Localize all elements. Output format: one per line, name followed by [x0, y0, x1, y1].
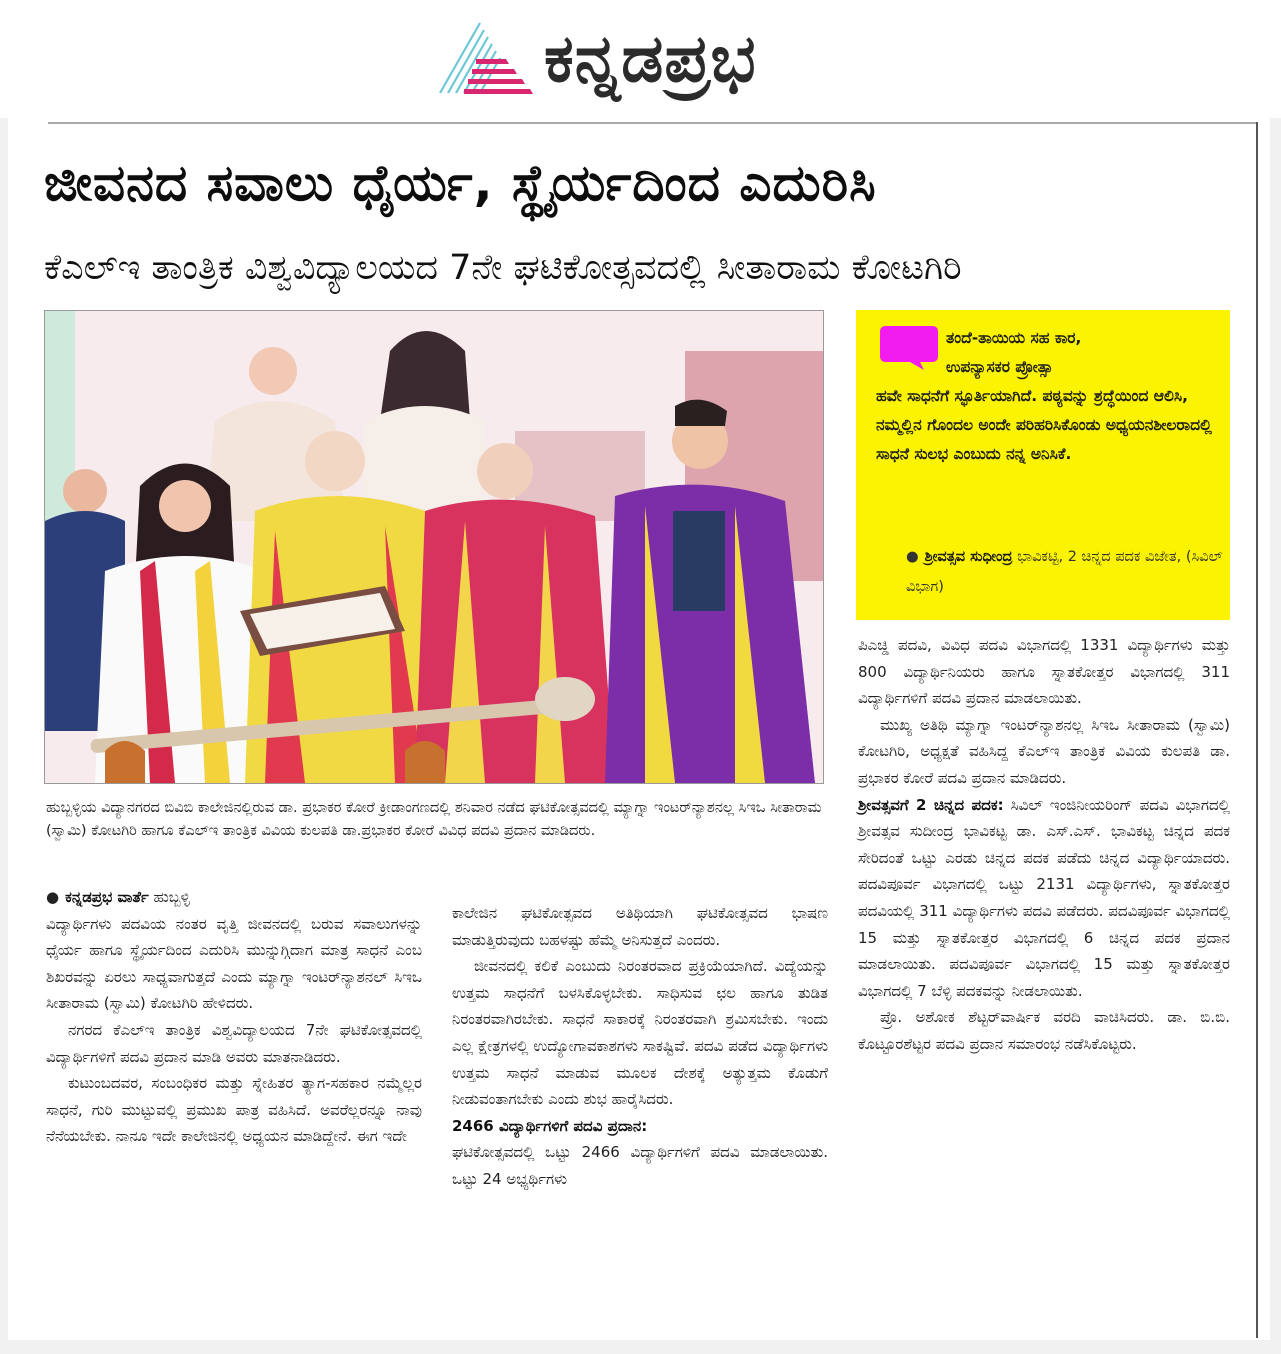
photo-illustration [45, 311, 823, 783]
article-column-1 [46, 884, 422, 1150]
pull-quote-box [856, 310, 1230, 620]
bullet-icon: ● [46, 888, 60, 906]
newspaper-logo [436, 14, 757, 104]
convocation-photo [44, 310, 824, 784]
section-subhead: 2466 ವಿದ್ಯಾರ್ಥಿಗಳಿಗೆ ಪದವಿ ಪ್ರದಾನ: [452, 1116, 648, 1135]
paragraph: ಕಾಲೇಜಿನ ಘಟಿಕೋತ್ಸವದ ಅತಿಥಿಯಾಗಿ ಘಟಿಕೋತ್ಸವದ ಭಾಷಣ ಮಾಡುತ್ತಿರುವುದು ಬಹಳಷ್ಟು ಹೆಮ್ಮೆ ಅನಿಸುತ್ತದೆ ಎಂದರು. [452, 904, 828, 949]
paragraph: ಪಿಎಚ್ಡಿ ಪದವಿ, ವಿವಿಧ ಪದವಿ ವಿಭಾಗದಲ್ಲಿ 1331 ವಿದ್ಯಾರ್ಥಿಗಳು ಮತ್ತು 800 ವಿದ್ಯಾರ್ಥಿನಿಯರು ಹಾಗೂ ಸ್ನಾತಕೋತ್ತರ ವಿಭಾಗದಲ್ಲಿ 311 ವಿದ್ಯಾರ್ಥಿಗಳಿಗೆ ಪದವಿ ಪ್ರದಾನ ಮಾಡಲಾಯಿತು. [858, 636, 1230, 708]
quote-author-name: ಶ್ರೀವತ್ಸವ ಸುಧೀಂದ್ರ [924, 549, 1013, 565]
pull-quote-text [876, 324, 1216, 469]
paragraph: ಮುಖ್ಯ ಅತಿಥಿ ಮ್ಯಾಗ್ನಾ ಇಂಟರ್‌ನ್ಯಾಶನಲ್ಲ ಸಿಇಒ ಸೀತಾರಾಮ (ಸ್ವಾಮಿ) ಕೋಟಗಿರಿ, ಅಧ್ಯಕ್ಷತೆ ವಹಿಸಿದ್ದ ಕೆಎಲ್‌ಇ ತಾಂತ್ರಿಕ ವಿವಿಯ ಕುಲಪತಿ ಡಾ. ಪ್ರಭಾಕರ ಕೋರೆ ಪದವಿ ಪ್ರದಾನ ಮಾಡಿದರು. [858, 715, 1230, 787]
quote-line-2: ಉಪನ್ಯಾಸಕರ ಪ್ರೋತ್ಸಾ [946, 358, 1053, 376]
paragraph: ಜೀವನದಲ್ಲಿ ಕಲಿಕೆ ಎಂಬುದು ನಿರಂತರವಾದ ಪ್ರಕ್ರಿಯೆಯಾಗಿದೆ. ವಿದ್ಯೆಯನ್ನು ಉತ್ತಮ ಸಾಧನೆಗೆ ಬಳಸಿಕೊಳ್ಳಬೇಕು. ಸಾಧಿಸುವ ಛಲ ಹಾಗೂ ತುಡಿತ ನಿರಂತರವಾಗಿರಬೇಕು. ಸಾಧನೆ ಸಾಕಾರಕ್ಕೆ ನಿರಂತರವಾಗಿ ಶ್ರಮಿಸಬೇಕು. ಇಂದು ಎಲ್ಲ ಕ್ಷೇತ್ರಗಳಲ್ಲಿ ಉದ್ಯೋಗಾವಕಾಶಗಳು ಸಾಕಷ್ಟಿವೆ. ಪದವಿ ಪಡೆದ ವಿದ್ಯಾರ್ಥಿಗಳು ಉತ್ತಮ ಸಾಧನೆ ಮಾಡುವ ಮೂಲಕ ದೇಶಕ್ಕೆ ಅತ್ಯುತ್ತಮ ಕೊಡುಗೆ ನೀಡುವಂತಾಗಬೇಕು ಎಂದು ಶುಭ ಹಾರೈಸಿದರು. [452, 957, 828, 1109]
paragraph: ನಗರದ ಕೆಎಲ್‌ಇ ತಾಂತ್ರಿಕ ವಿಶ್ವವಿದ್ಯಾಲಯದ 7ನೇ ಘಟಿಕೋತ್ಸವದಲ್ಲಿ ವಿದ್ಯಾರ್ಥಿಗಳಿಗೆ ಪದವಿ ಪ್ರದಾನ ಮಾಡಿ ಅವರು ಮಾತನಾಡಿದರು. [46, 1020, 422, 1066]
masthead [0, 0, 1281, 118]
article-column-2 [452, 900, 828, 1193]
byline-source: ಕನ್ನಡಪ್ರಭ ವಾರ್ತೆ [65, 888, 149, 906]
paragraph: ವಿದ್ಯಾರ್ಥಿಗಳು ಪದವಿಯ ನಂತರ ವೃತ್ತಿ ಜೀವನದಲ್ಲಿ ಬರುವ ಸವಾಲುಗಳನ್ನು ಧೈರ್ಯ ಹಾಗೂ ಸ್ಥೈರ್ಯದಿಂದ ಎದುರಿಸಿ ಮುನ್ನುಗ್ಗಿದಾಗ ಮಾತ್ರ ಸಾಧನೆ ಎಂಬ ಶಿಖರವನ್ನು ಏರಲು ಸಾಧ್ಯವಾಗುತ್ತದೆ ಎಂದು ಮ್ಯಾಗ್ನಾ ಇಂಟರ್‌ನ್ಯಾಶನಲ್ ಸಿಇಒ ಸೀತಾರಾಮ (ಸ್ವಾಮಿ) ಕೋಟಗಿರಿ ಹೇಳಿದರು. [46, 914, 422, 1013]
quote-author-detail: ಭಾವಿಕಟ್ಟಿ, 2 ಚಿನ್ನದ ಪದಕ ವಿಜೇತ, (ಸಿವಿಲ್ ವಿಭಾಗ) [906, 549, 1223, 595]
bullet-icon: ● [906, 549, 919, 565]
article-headline: ಜೀವನದ ಸವಾಲು ಧೈರ್ಯ, ಸ್ಥೈರ್ಯದಿಂದ ಎದುರಿಸಿ [44, 154, 877, 212]
paragraph: ಘಟಿಕೋತ್ಸವದಲ್ಲಿ ಒಟ್ಟು 2466 ವಿದ್ಯಾರ್ಥಿಗಳಿಗೆ ಪದವಿ ಮಾಡಲಾಯಿತು. ಒಟ್ಟು 24 ಅಭ್ಯರ್ಥಿಗಳು [452, 1143, 828, 1188]
logo-wordmark: ಕನ್ನಡಪ್ರಭ [544, 19, 757, 97]
photo-caption: ಹುಬ್ಬಳ್ಳಿಯ ವಿದ್ಯಾನಗರದ ಬಿವಿಬಿ ಕಾಲೇಜಿನಲ್ಲಿರುವ ಡಾ. ಪ್ರಭಾಕರ ಕೋರೆ ಕ್ರೀಡಾಂಗಣದಲ್ಲಿ ಶನಿವಾರ ನಡೆದ ಘಟಿಕೋತ್ಸವದಲ್ಲಿ ಮ್ಯಾಗ್ನಾ ಇಂಟರ್‌ನ್ಯಾಶನಲ್ಲ ಸಿಇಒ ಸೀತಾರಾಮ (ಸ್ವಾಮಿ) ಕೋಟಗಿರಿ ಹಾಗೂ ಕೆಎಲ್‌ಇ ತಾಂತ್ರಿಕ ವಿವಿಯ ಕುಲಪತಿ ಡಾ.ಪ್ರಭಾಕರ ಕೋರೆ ವಿವಿಧ ಪದವಿ ಪ್ರದಾನ ಮಾಡಿದರು. [46, 800, 822, 839]
top-rule-divider [48, 122, 1258, 124]
paragraph: ಕುಟುಂಬದವರ, ಸಂಬಂಧಿಕರ ಮತ್ತು ಸ್ನೇಹಿತರ ತ್ಯಾಗ-ಸಹಕಾರ ನಮ್ಮೆಲ್ಲರ ಸಾಧನೆ, ಗುರಿ ಮುಟ್ಟುವಲ್ಲಿ ಪ್ರಮುಖ ಪಾತ್ರ ವಹಿಸಿದೆ. ಅವರೆಲ್ಲರನ್ನೂ ನಾವು ನೆನೆಯಬೇಕು. ನಾನೂ ಇದೇ ಕಾಲೇಜಿನಲ್ಲಿ ಅಧ್ಯಯನ ಮಾಡಿದ್ದೇನೆ. ಈಗ ಇದೇ [46, 1074, 422, 1146]
article-column-3 [858, 632, 1230, 1058]
quote-line-1: ತಂದೆ-ತಾಯಿಯ ಸಹ ಕಾರ, [946, 329, 1082, 347]
byline [46, 884, 422, 911]
article-subheadline: ಕೆಎಲ್‌ಇ ತಾಂತ್ರಿಕ ವಿಶ್ವವಿದ್ಯಾಲಯದ 7ನೇ ಘಟಿಕೋತ್ಸವದಲ್ಲಿ ಸೀತಾರಾಮ ಕೋಟಗಿರಿ [44, 248, 962, 288]
logo-triangle-icon [436, 19, 536, 99]
quote-rest: ಹವೇ ಸಾಧನೆಗೆ ಸ್ಫೂರ್ತಿಯಾಗಿದೆ. ಪಠ್ಯವನ್ನು ಶ್ರದ್ಧೆಯಿಂದ ಆಲಿಸಿ, ನಮ್ಮಲ್ಲಿನ ಗೊಂದಲ ಅಂದೇ ಪರಿಹರಿಸಿಕೊಂಡು ಅಧ್ಯಯನಶೀಲರಾದಲ್ಲಿ ಸಾಧನೆ ಸುಲಭ ಎಂಬುದು ನನ್ನ ಅನಿಸಿಕೆ. [876, 387, 1212, 463]
section-subhead: ಶ್ರೀವತ್ಸವಗೆ 2 ಚಿನ್ನದ ಪದಕ: [858, 795, 1004, 814]
paragraph-with-subhead [858, 792, 1230, 1005]
right-rule-divider [1256, 122, 1258, 1338]
byline-place: ಹುಬ್ಬಳ್ಳಿ [153, 888, 190, 906]
paragraph: ಪ್ರೊ. ಅಶೋಕ ಶೆಟ್ಟರ್‌ವಾರ್ಷಿಕ ವರದಿ ವಾಚಿಸಿದರು. ಡಾ. ಬಿ.ಬಿ. ಕೊಟ್ಟೂರಶೆಟ್ಟರ ಪದವಿ ಪ್ರದಾನ ಸಮಾರಂಭ ನಡೆಸಿಕೊಟ್ಟರು. [858, 1008, 1230, 1053]
quote-attribution [906, 542, 1226, 602]
paragraph-text: ಸಿವಿಲ್ ಇಂಜಿನೀಯರಿಂಗ್ ಪದವಿ ವಿಭಾಗದಲ್ಲಿ ಶ್ರೀವತ್ಸವ ಸುದೀಂದ್ರ ಭಾವಿಕಟ್ಟ ಡಾ. ಎಸ್.ಎಸ್. ಭಾವಿಕಟ್ಟ ಚಿನ್ನದ ಪದಕ ಸೇರಿದಂತೆ ಒಟ್ಟು ಎರಡು ಚಿನ್ನದ ಪದಕ ಪಡೆದು ಚಿನ್ನದ ವಿದ್ಯಾರ್ಥಿಯಾದರು. ಪದವಿಪೂರ್ವ ವಿಭಾಗದಲ್ಲಿ ಒಟ್ಟು 2131 ವಿದ್ಯಾರ್ಥಿಗಳು, ಸ್ನಾತಕೋತ್ತರ ಪದವಿಯಲ್ಲಿ 311 ವಿದ್ಯಾರ್ಥಿಗಳು ಪದವಿ ಪಡೆದರು. ಪದವಿಪೂರ್ವ ವಿಭಾಗದಲ್ಲಿ 15 ಮತ್ತು ಸ್ನಾತಕೋತ್ತರ ವಿಭಾಗದಲ್ಲಿ 6 ಚಿನ್ನದ ಪದಕ ಪ್ರದಾನ ಮಾಡಲಾಯಿತು. ಪದವಿಪೂರ್ವ ವಿಭಾಗದಲ್ಲಿ 15 ಮತ್ತು ಸ್ನಾತಕೋತ್ತರ ವಿಭಾಗದಲ್ಲಿ 7 ಬೆಳ್ಳಿ ಪದಕವನ್ನು ನೀಡಲಾಯಿತು. [858, 795, 1230, 1000]
